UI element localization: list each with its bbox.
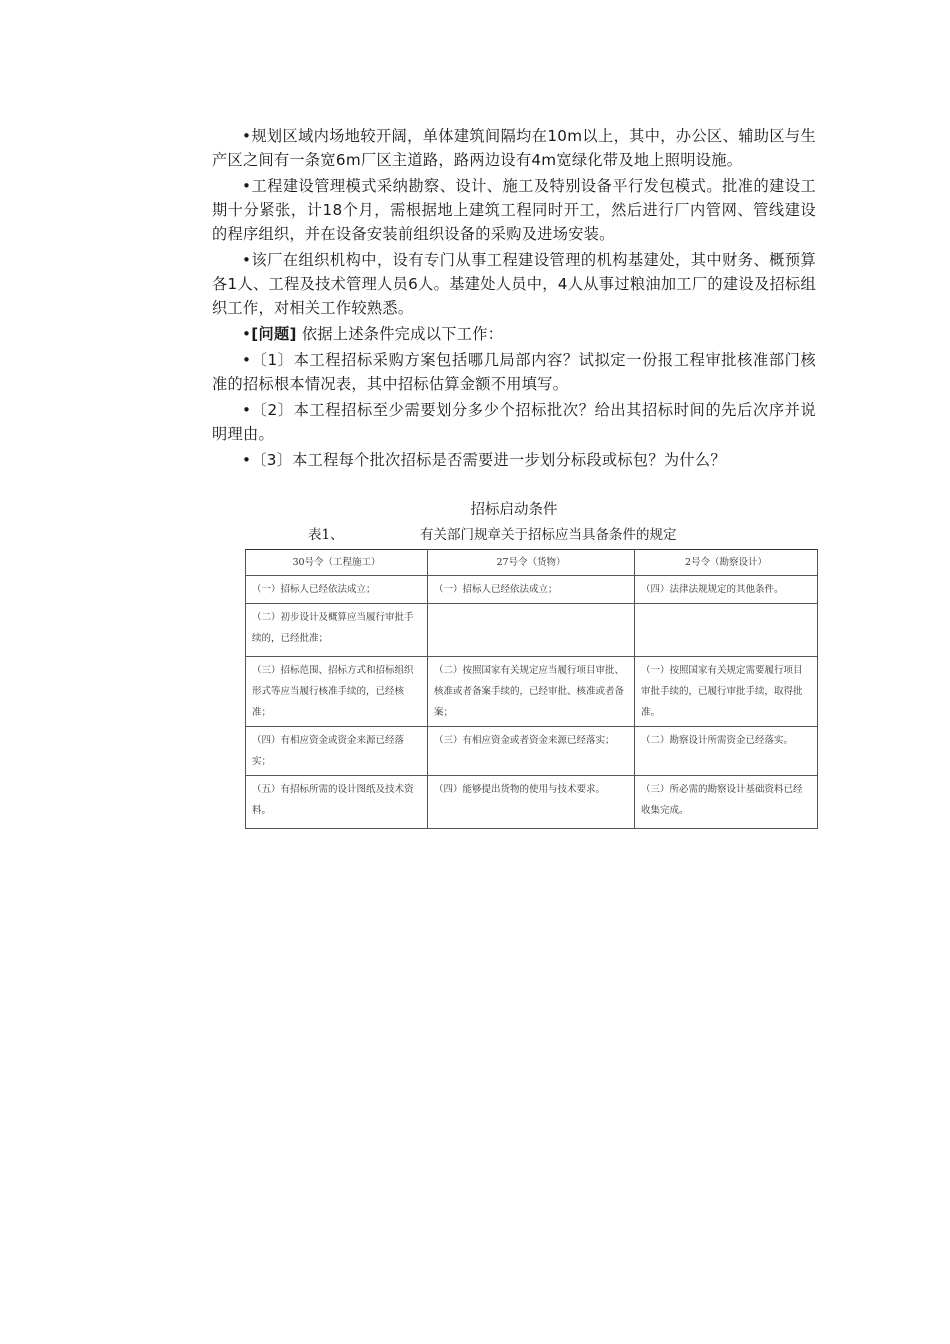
- table-row: [246, 604, 818, 657]
- table-header-row: [246, 550, 818, 576]
- table-row: [246, 576, 818, 604]
- table-cell: （五）有招标所需的设计图纸及技术资料。: [246, 776, 428, 829]
- paragraph-management-mode: •工程建设管理模式采纳勘察、设计、施工及特别设备平行发包模式。批准的建设工期十分紧张，计18个月，需根据地上建筑工程同时开工，然后进行厂内管网、管线建设的程序组织，并在设备安装前组织设备的采购及进场安装。: [212, 177, 816, 243]
- column-header-27: 27号令（货物）: [428, 550, 635, 576]
- question-1: •〔1〕本工程招标采购方案包括哪几局部内容？试拟定一份报工程审批核准部门核准的招标根本情况表，其中招标估算金额不用填写。: [212, 351, 816, 393]
- table-cell: （一）招标人已经依法成立；: [428, 576, 635, 604]
- table-cell: （三）所必需的勘察设计基础资料已经收集完成。: [635, 776, 818, 829]
- table-caption-text: 有关部门规章关于招标应当具备条件的规定: [420, 527, 677, 543]
- table-cell: [635, 604, 818, 657]
- table-cell: （四）有相应资金或资金来源已经落实；: [246, 727, 428, 776]
- question-heading: [212, 322, 816, 346]
- table-row: [246, 776, 818, 829]
- table-cell: （四）能够提出货物的使用与技术要求。: [428, 776, 635, 829]
- table-caption-number: 表1、: [308, 527, 344, 543]
- column-header-2: 2号令（勘察设计）: [635, 550, 818, 576]
- table-cell: [428, 604, 635, 657]
- table-cell: （二）按照国家有关规定应当履行项目审批、核准或者备案手续的，已经审批、核准或者备案；: [428, 657, 635, 727]
- table-title: 招标启动条件: [470, 502, 558, 518]
- table-row: [246, 727, 818, 776]
- document-body: [212, 124, 816, 474]
- table-cell: （一）按照国家有关规定需要履行项目审批手续的，已履行审批手续，取得批准。: [635, 657, 818, 727]
- table-cell: （一）招标人已经依法成立；: [246, 576, 428, 604]
- question-3: •〔3〕本工程每个批次招标是否需要进一步划分标段或标包？为什么？: [242, 451, 726, 469]
- table-cell: （四）法律法规规定的其他条件。: [635, 576, 818, 604]
- column-header-30: 30号令（工程施工）: [246, 550, 428, 576]
- table-row: [246, 657, 818, 727]
- question-bullet: •: [242, 325, 252, 343]
- question-2: •〔2〕本工程招标至少需要划分多少个招标批次？给出其招标时间的先后次序并说明理由。: [212, 401, 816, 443]
- table-cell: （三）招标范围、招标方式和招标组织形式等应当履行核准手续的，已经核准；: [246, 657, 428, 727]
- conditions-table: [245, 549, 818, 829]
- table-cell: （二）初步设计及概算应当履行审批手续的，已经批准；: [246, 604, 428, 657]
- paragraph-site: •规划区域内场地较开阔，单体建筑间隔均在10m以上，其中，办公区、辅助区与生产区之间有一条宽6m厂区主道路，路两边设有4m宽绿化带及地上照明设施。: [212, 127, 816, 169]
- paragraph-organization: •该厂在组织机构中，设有专门从事工程建设管理的机构基建处，其中财务、概预算各1人、工程及技术管理人员6人。基建处人员中，4人从事过粮油加工厂的建设及招标组织工作，对相关工作较熟悉。: [212, 251, 816, 317]
- question-intro: 依据上述条件完成以下工作：: [296, 325, 504, 343]
- table-cell: （三）有相应资金或者资金来源已经落实；: [428, 727, 635, 776]
- question-label: [问题]: [251, 325, 297, 343]
- table-cell: （二）勘察设计所需资金已经落实。: [635, 727, 818, 776]
